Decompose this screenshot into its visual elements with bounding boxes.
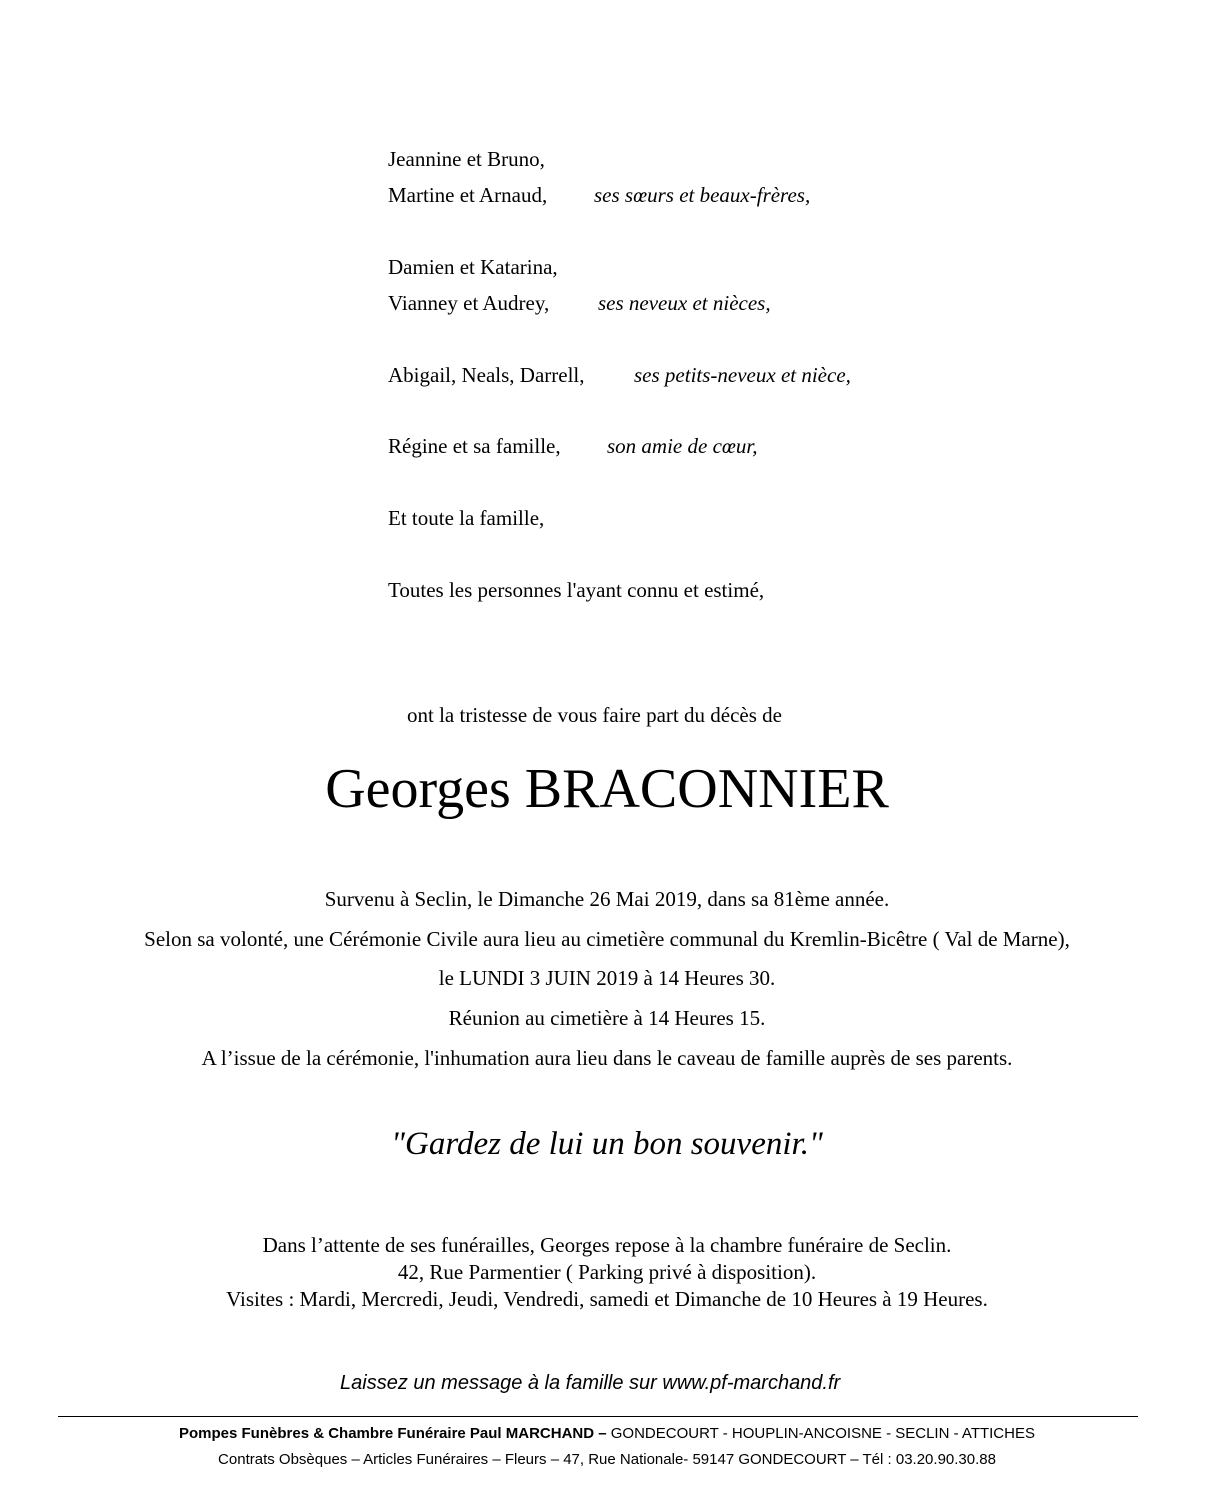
family-line-6-names: Régine et sa famille,: [388, 434, 561, 458]
family-line-8: Toutes les personnes l'ayant connu et estimé,: [388, 578, 765, 602]
footer-locations: GONDECOURT - HOUPLIN-ANCOISNE - SECLIN - ATTICHES: [610, 1425, 1035, 1442]
guestbook-message: Laissez un message à la famille sur www.pf-marchand.fr: [340, 1372, 841, 1394]
details-line-4: Réunion au cimetière à 14 Heures 15.: [448, 1006, 766, 1030]
wake-line-2: 42, Rue Parmentier ( Parking privé à disposition).: [397, 1260, 817, 1284]
family-line-1: Jeannine et Bruno,: [388, 147, 545, 171]
details-line-1: Survenu à Seclin, le Dimanche 26 Mai 2019, dans sa 81ème année.: [324, 887, 890, 911]
family-line-2-role: ses sœurs et beaux-frères,: [594, 183, 811, 207]
family-line-7: Et toute la famille,: [388, 506, 545, 530]
footer-line-1: [0, 1423, 1214, 1445]
deceased-name: Georges BRACONNIER: [325, 758, 889, 820]
footer-line-2: Contrats Obsèques – Articles Funéraires – Fleurs – 47, Rue Nationale- 59147 GONDECOURT – Tél : 03.20.90.30.88: [218, 1451, 996, 1468]
family-line-4-names: Vianney et Audrey,: [388, 291, 550, 315]
family-line-3: Damien et Katarina,: [388, 255, 558, 279]
family-line-4-role: ses neveux et nièces,: [598, 291, 771, 315]
family-line-5-role: ses petits-neveux et nièce,: [634, 363, 851, 387]
announcement-intro: ont la tristesse de vous faire part du décès de: [407, 703, 782, 727]
footer-divider: [58, 1416, 1138, 1417]
family-line-2-names: Martine et Arnaud,: [388, 183, 548, 207]
details-line-3: le LUNDI 3 JUIN 2019 à 14 Heures 30.: [438, 966, 776, 990]
family-line-5-names: Abigail, Neals, Darrell,: [388, 363, 585, 387]
details-line-2: Selon sa volonté, une Cérémonie Civile aura lieu au cimetière communal du Kremlin-Bicêtre ( Val de Marne),: [144, 927, 1070, 951]
wake-line-1: Dans l’attente de ses funérailles, Georges repose à la chambre funéraire de Seclin.: [262, 1233, 952, 1257]
footer-company: Pompes Funèbres & Chambre Funéraire Paul MARCHAND –: [179, 1425, 607, 1442]
family-line-6-role: son amie de cœur,: [607, 434, 758, 458]
memorial-quote: "Gardez de lui un bon souvenir.": [391, 1126, 823, 1162]
wake-line-3: Visites : Mardi, Mercredi, Jeudi, Vendredi, samedi et Dimanche de 10 Heures à 19 Heures.: [226, 1287, 988, 1311]
details-line-5: A l’issue de la cérémonie, l'inhumation aura lieu dans le caveau de famille auprès de ses parents.: [201, 1046, 1013, 1070]
